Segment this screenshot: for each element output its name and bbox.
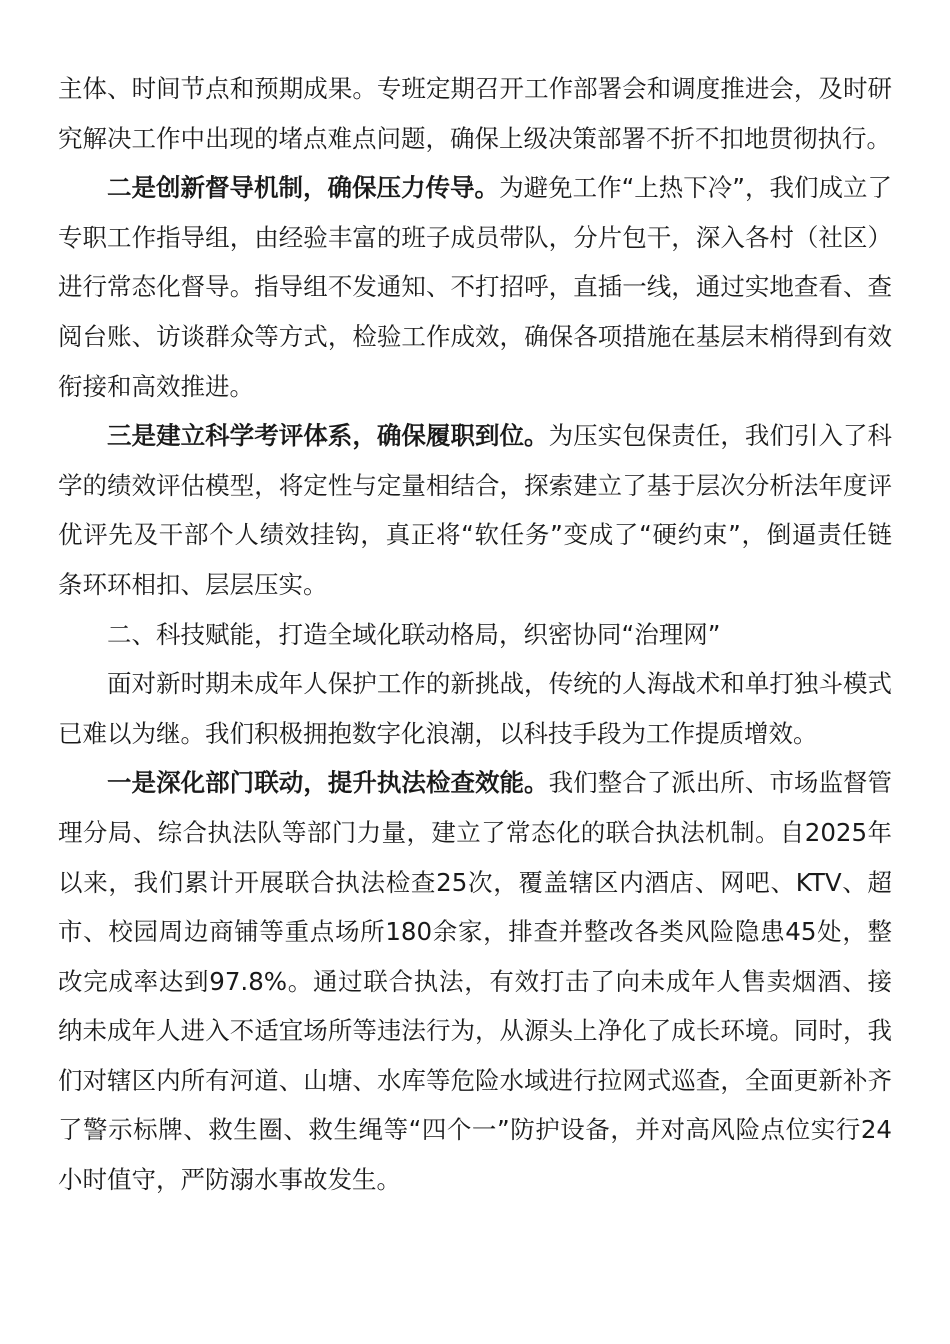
paragraph-heading: 一是深化部门联动，提升执法检查效能。 bbox=[107, 768, 549, 798]
paragraph-text: 我们整合了派出所、市场监督管理分局、综合执法队等部门力量，建立了常态化的联合执法机制。自2025年以来，我们累计开展联合执法检查25次，覆盖辖区内酒店、网吧、KTV、超市、校园周边商铺等重点场所180余家，排查并整改各类风险隐患45处，整改完成率达到97.8%。通过联合执法，有效打击了向未成年人售卖烟酒、接纳未成年人进入不适宜场所等违法行为，从源头上净化了成长环境。同时，我们对辖区内所有河道、山塘、水库等危险水域进行拉网式巡查，全面更新补齐了警示标牌、救生圈、救生绳等“四个一”防护设备，并对高风险点位实行24小时值守，严防溺水事故发生。 bbox=[58, 768, 893, 1195]
paragraph-heading: 三是建立科学考评体系，确保履职到位。 bbox=[107, 421, 549, 451]
paragraph-text: 主体、时间节点和预期成果。专班定期召开工作部署会和调度推进会，及时研究解决工作中出现的堵点难点问题，确保上级决策部署不折不扣地贯彻执行。 bbox=[58, 74, 892, 153]
document-body bbox=[58, 64, 892, 1205]
paragraph-text: 为避免工作“上热下冷”，我们成立了专职工作指导组，由经验丰富的班子成员带队，分片包干，深入各村（社区）进行常态化督导。指导组不发通知、不打招呼，直插一线，通过实地查看、查阅台账、访谈群众等方式，检验工作成效，确保各项措施在基层末梢得到有效衔接和高效推进。 bbox=[58, 173, 893, 401]
paragraph-text: 面对新时期未成年人保护工作的新挑战，传统的人海战术和单打独斗模式已难以为继。我们积极拥抱数字化浪潮，以科技手段为工作提质增效。 bbox=[58, 669, 892, 748]
section-heading-tech-empowerment bbox=[58, 610, 892, 660]
paragraph-supervision-mechanism bbox=[58, 163, 892, 411]
paragraph-evaluation-system bbox=[58, 411, 892, 609]
paragraph-continuation bbox=[58, 64, 892, 163]
paragraph-text: 为压实包保责任，我们引入了科学的绩效评估模型，将定性与定量相结合，探索建立了基于层次分析法年度评优评先及干部个人绩效挂钩，真正将“软任务”变成了“硬约束”，倒逼责任链条环环相扣、层层压实。 bbox=[58, 421, 893, 599]
section-heading-text: 二、科技赋能，打造全域化联动格局，织密协同“治理网” bbox=[107, 619, 721, 649]
paragraph-department-linkage bbox=[58, 758, 892, 1204]
paragraph-heading: 二是创新督导机制，确保压力传导。 bbox=[107, 173, 500, 203]
paragraph-new-challenges bbox=[58, 659, 892, 758]
